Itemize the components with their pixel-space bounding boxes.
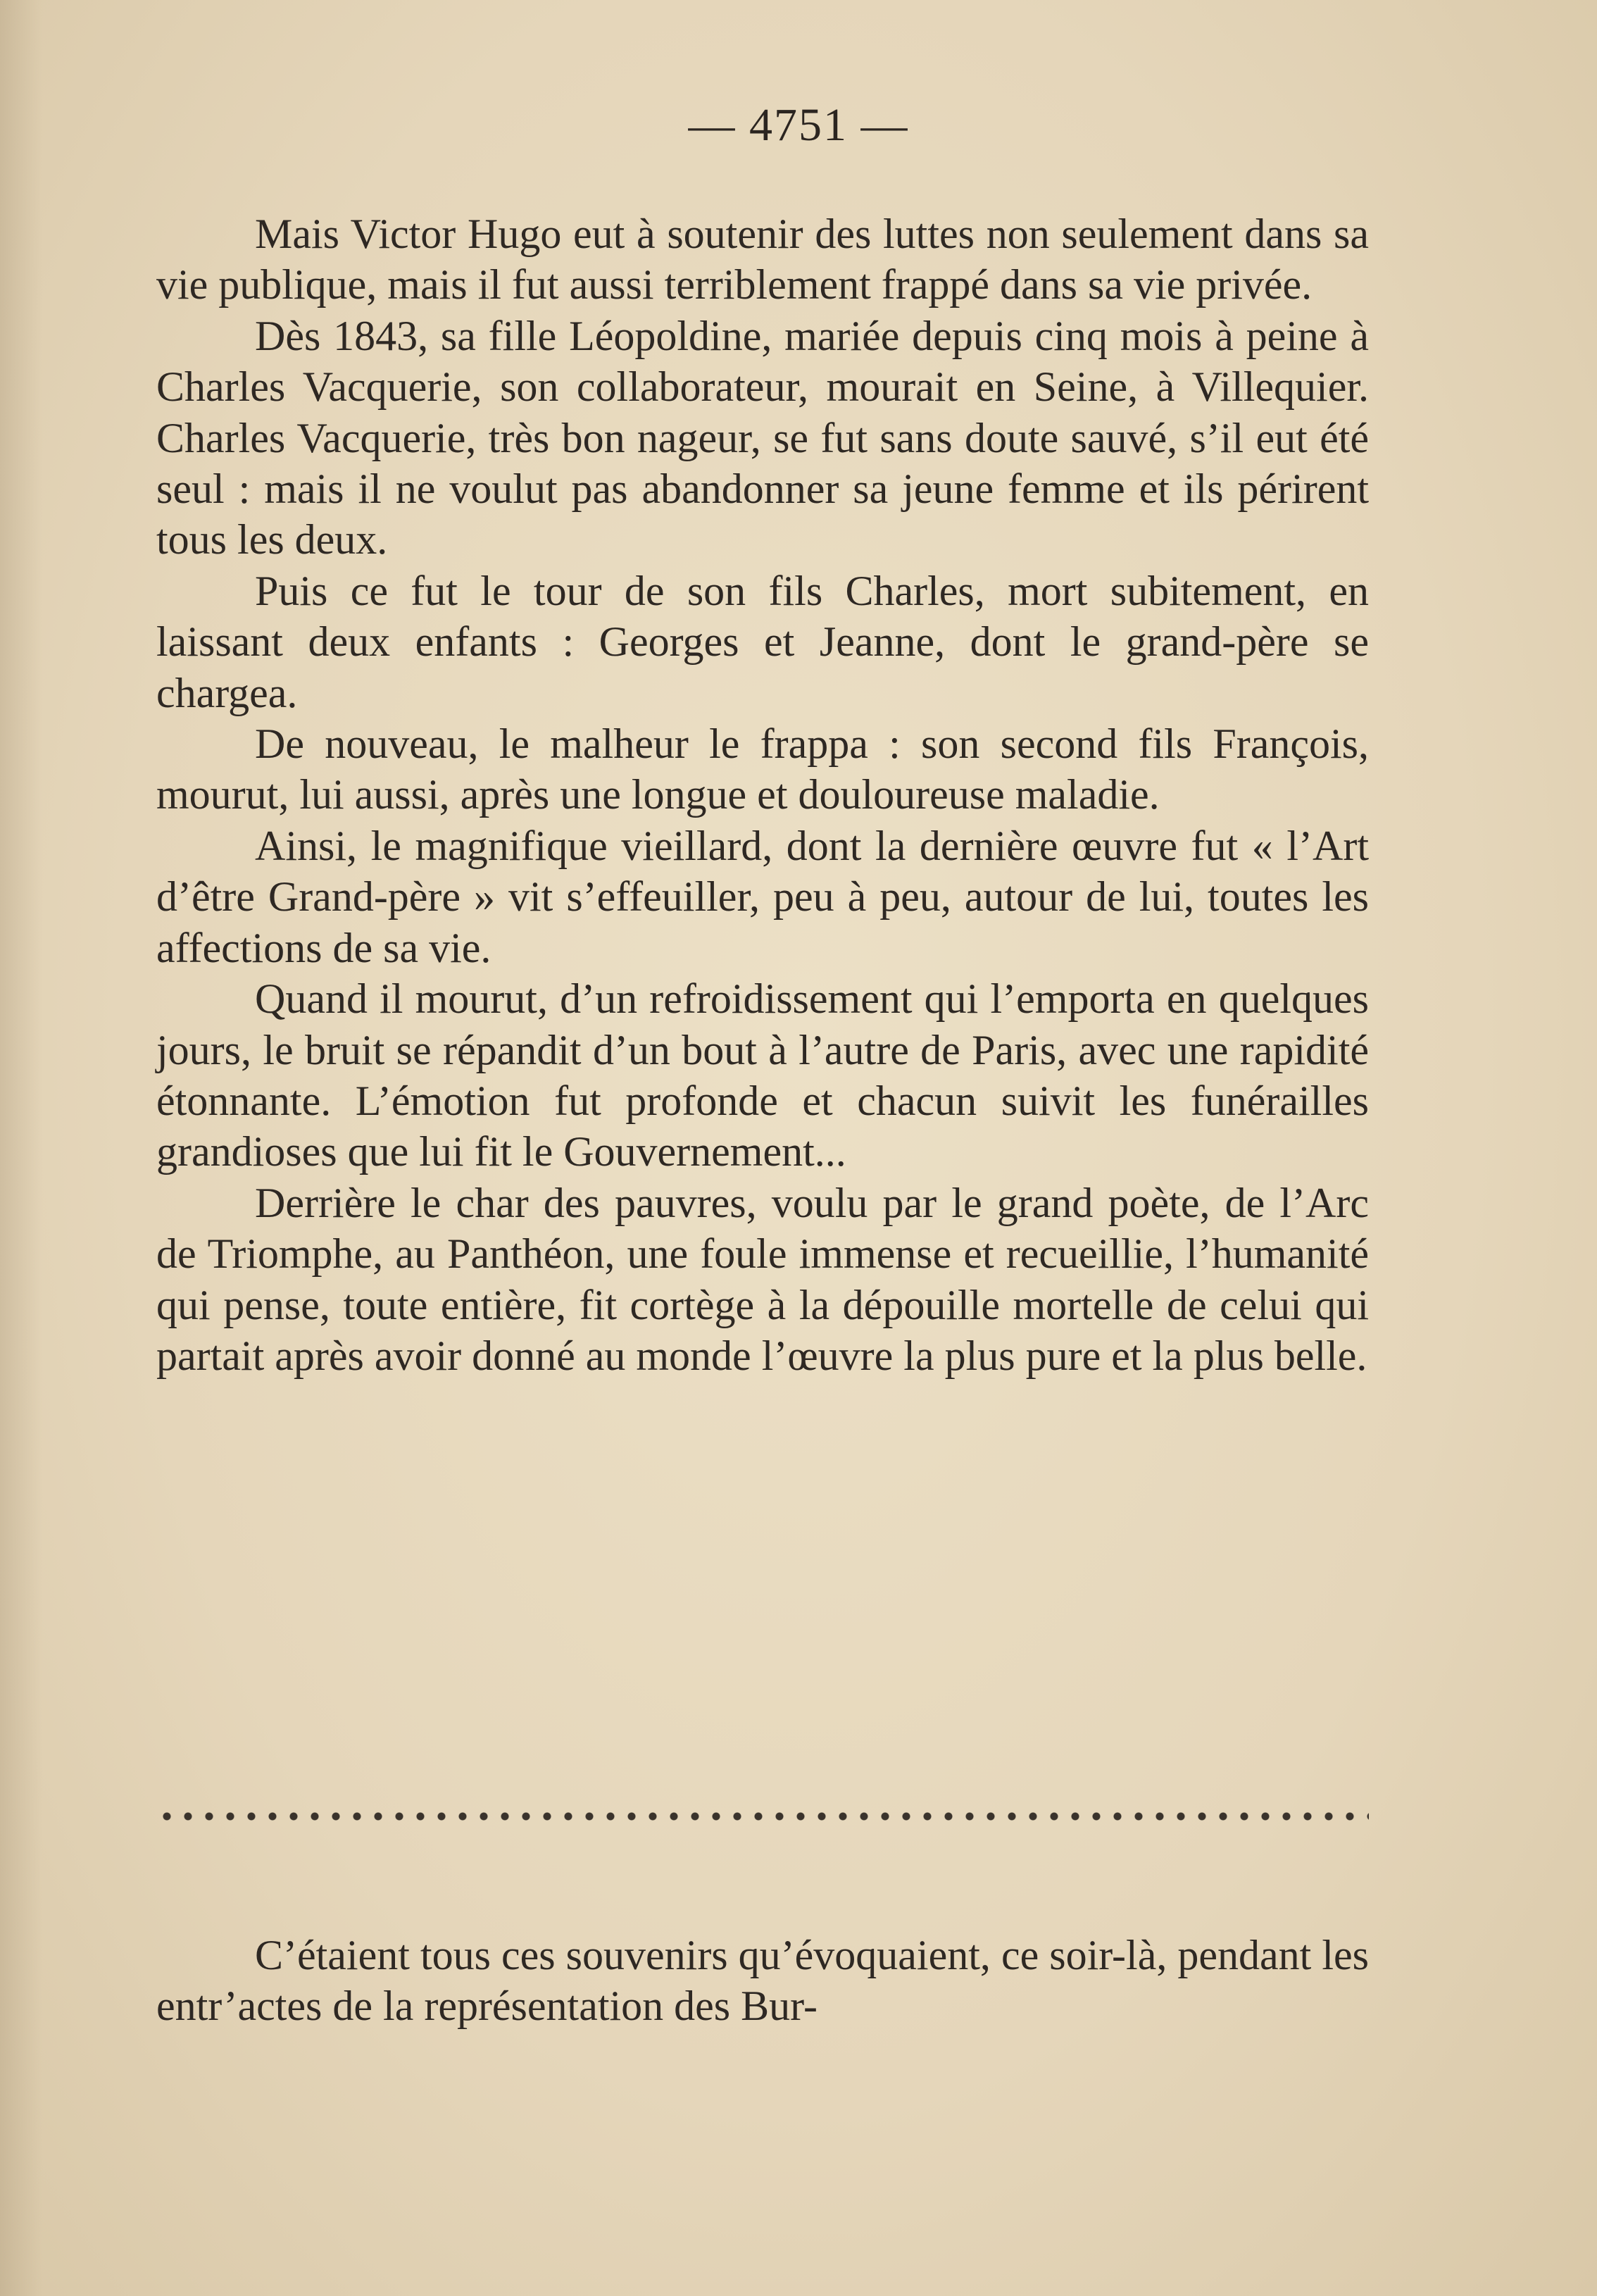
closing-text [156, 1930, 1369, 2032]
paragraph: Dès 1843, sa fille Léopoldine, mariée depuis cinq mois à peine à Charles Vacquerie, son collaborateur, mourait en Seine, à Villequier. Charles Vacquerie, très bon nageur, se fut sans doute sauvé, s’il eut été seul : mais il ne voulut pas abandonner sa jeune femme et ils périrent tous les deux. [156, 312, 1369, 563]
paragraph: Mais Victor Hugo eut à soutenir des luttes non seulement dans sa vie publique, mais il fut aussi terriblement frappé dans sa vie privée. [156, 211, 1369, 308]
body-text [156, 208, 1369, 1381]
closing-paragraph: C’étaient tous ces souvenirs qu’évoquaient, ce soir-là, pendant les entr’actes de la représentation des Bur- [156, 1932, 1369, 2030]
paragraph: Derrière le char des pauvres, voulu par le grand poète, de l’Arc de Triomphe, au Panthéon, une foule immense et recueillie, l’humanité qui pense, toute entière, fit cortège à la dépouille mortelle de celui qui partait après avoir donné au monde l’œuvre la plus pure et la plus belle. [156, 1179, 1369, 1379]
paragraph: Puis ce fut le tour de son fils Charles, mort subitement, en laissant deux enfants : Georges et Jeanne, dont le grand-père se chargea. [156, 567, 1369, 716]
page-binding-shadow [0, 0, 42, 2296]
paragraph: De nouveau, le malheur le frappa : son second fils François, mourut, lui aussi, après une longue et douloureuse maladie. [156, 720, 1369, 818]
dotted-separator [156, 1811, 1369, 1826]
page-number: — 4751 — [688, 99, 909, 151]
paragraph: Quand il mourut, d’un refroidissement qui l’emporta en quelques jours, le bruit se répandit d’un bout à l’autre de Paris, avec une rapidité étonnante. L’émotion fut profonde et chacun suivit les funérailles grandioses que lui fit le Gouvernement... [156, 975, 1369, 1175]
paragraph: Ainsi, le magnifique vieillard, dont la dernière œuvre fut « l’Art d’être Grand-père » vit s’effeuiller, peu à peu, autour de lui, toutes les affections de sa vie. [156, 822, 1369, 971]
